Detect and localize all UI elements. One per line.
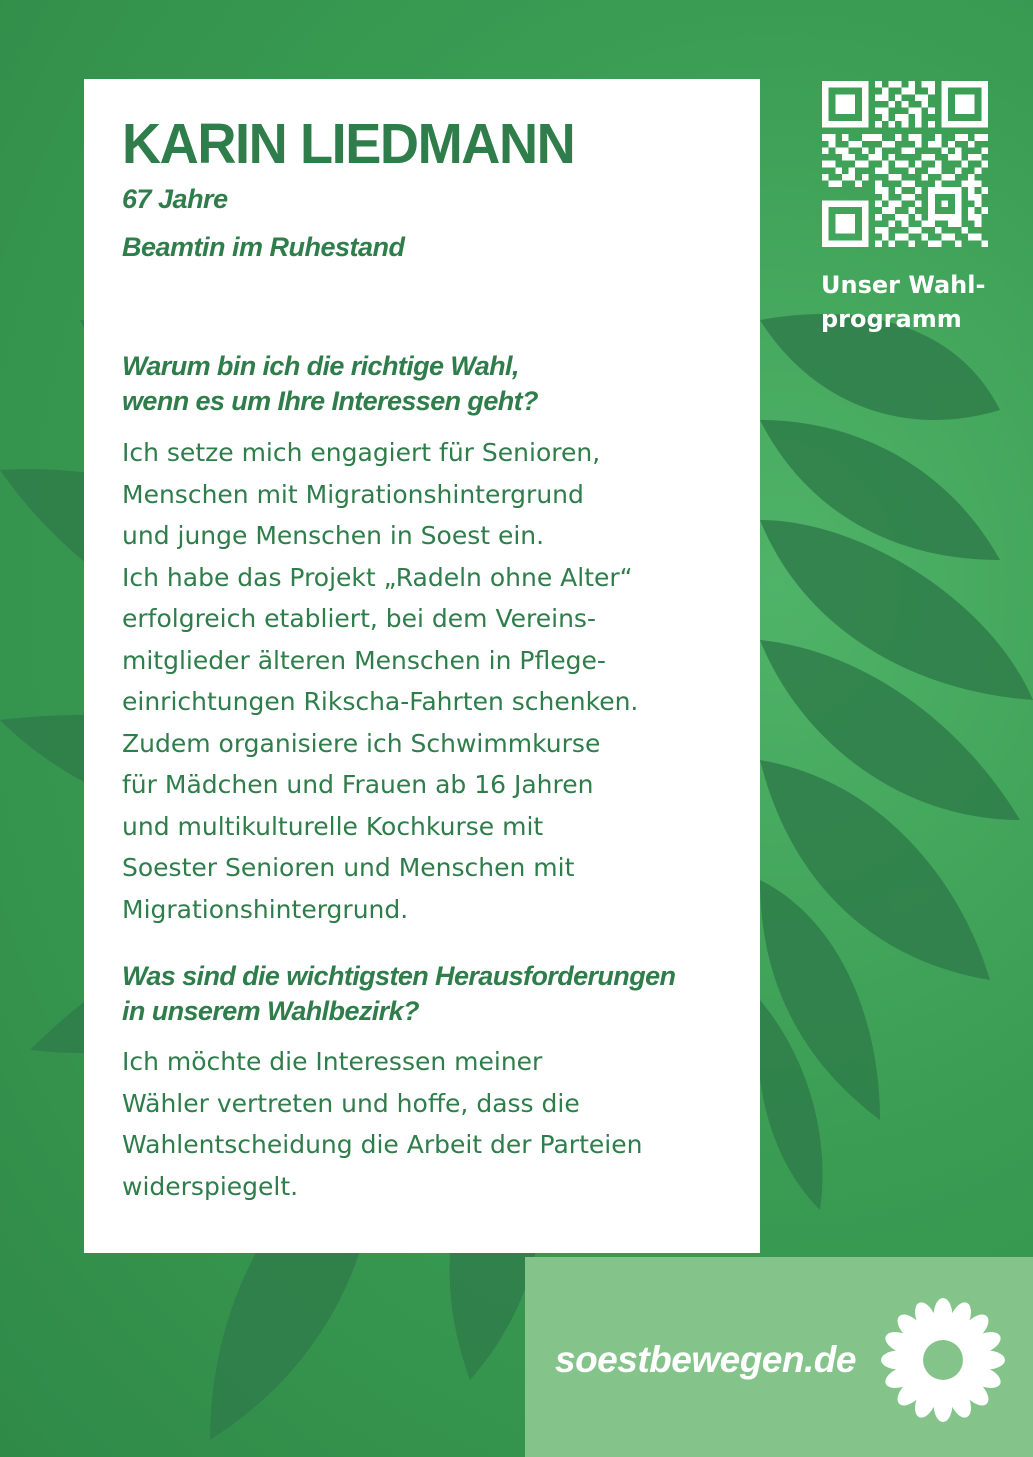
candidate-name: KARIN LIEDMANN: [122, 112, 575, 176]
answer-1-line: Ich habe das Projekt „Radeln ohne Alter“: [122, 562, 633, 592]
qr-label: [821, 268, 985, 336]
answer-1-line: mitglieder älteren Menschen in Pflege-: [122, 645, 606, 675]
candidate-occupation: Beamtin im Ruhestand: [122, 232, 405, 262]
qr-label-line: Unser Wahl-: [821, 271, 986, 299]
candidate-card: [84, 79, 760, 1253]
question-1-line: wenn es um Ihre Interessen geht?: [122, 386, 538, 416]
website-link[interactable]: soestbewegen.de: [555, 1339, 856, 1380]
question-2-line: in unserem Wahlbezirk?: [122, 996, 419, 1026]
qr-label-line: programm: [821, 305, 962, 333]
answer-1: [122, 432, 742, 930]
question-2-line: Was sind die wichtigsten Herausforderungen: [122, 961, 676, 991]
answer-1-line: Zudem organisiere ich Schwimmkurse: [122, 728, 601, 758]
answer-1-line: und junge Menschen in Soest ein.: [122, 521, 545, 550]
answer-1-line: Migrationshintergrund.: [122, 894, 409, 924]
answer-2: [122, 1041, 742, 1207]
answer-1-line: Soester Senioren und Menschen mit: [122, 853, 575, 882]
answer-1-line: Menschen mit Migrationshintergrund: [122, 479, 584, 509]
question-1: [122, 349, 722, 419]
answer-2-line: Wahlentscheidung die Arbeit der Parteien: [122, 1130, 643, 1159]
answer-1-line: einrichtungen Rikscha-Fahrten schenken.: [122, 687, 639, 716]
answer-2-line: Wähler vertreten und hoffe, dass die: [122, 1088, 580, 1118]
candidate-age: 67 Jahre: [122, 184, 228, 214]
answer-1-line: für Mädchen und Frauen ab 16 Jahren: [122, 770, 594, 799]
answer-1-line: Ich setze mich engagiert für Senioren,: [122, 438, 601, 467]
footer-banner: [525, 1257, 1033, 1457]
answer-1-line: erfolgreich etabliert, bei dem Vereins-: [122, 604, 596, 633]
answer-2-line: widerspiegelt.: [122, 1171, 299, 1201]
qr-code-icon[interactable]: [822, 81, 988, 247]
answer-1-line: und multikulturelle Kochkurse mit: [122, 811, 544, 841]
answer-2-line: Ich möchte die Interessen meiner: [122, 1047, 543, 1076]
sunflower-logo-icon: [880, 1297, 1006, 1423]
question-2: [122, 959, 722, 1029]
question-1-line: Warum bin ich die richtige Wahl,: [122, 351, 519, 381]
